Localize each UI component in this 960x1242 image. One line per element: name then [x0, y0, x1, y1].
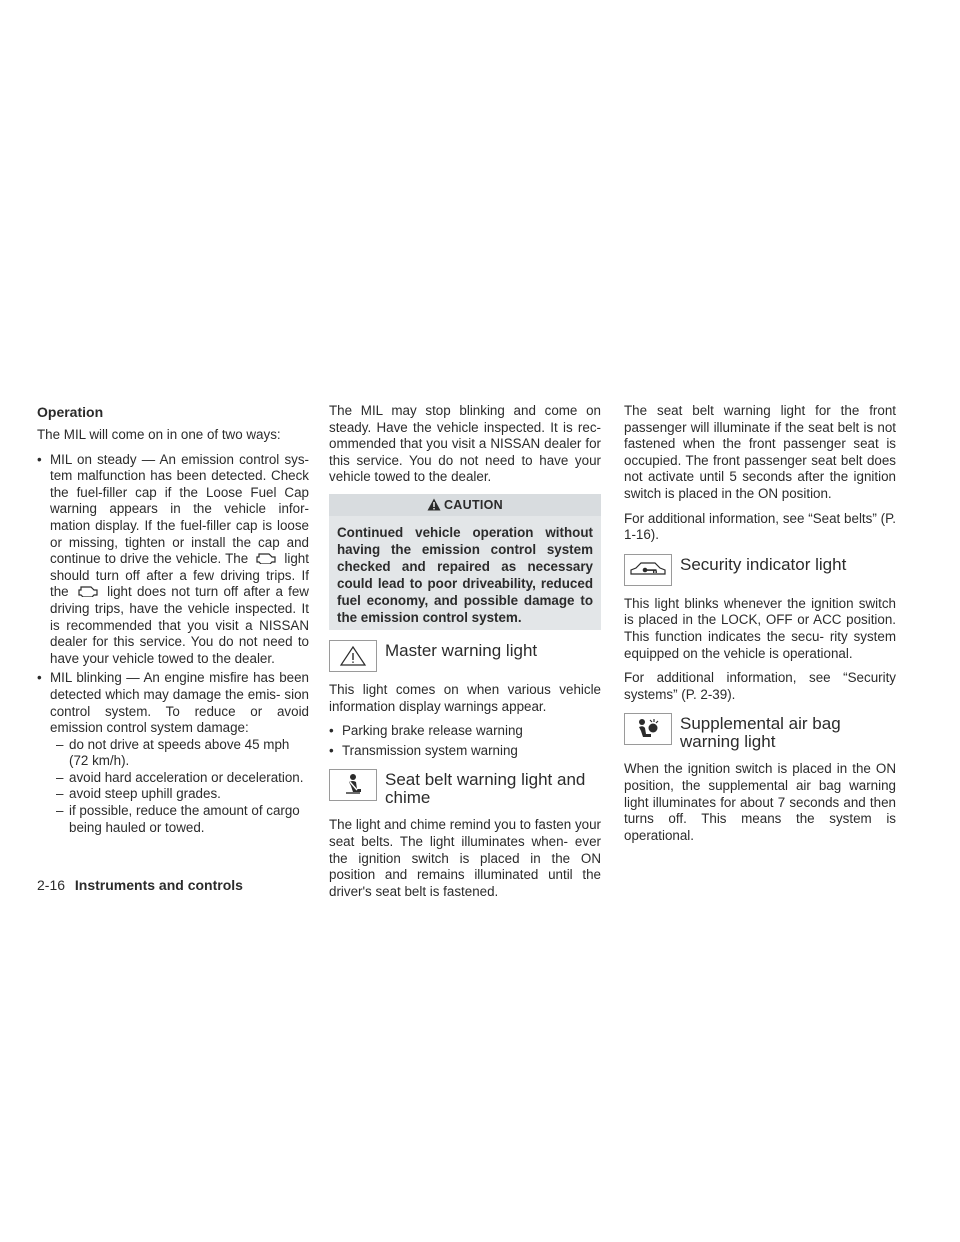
seatbelt-para: The light and chime remind you to fasten your seat belts. The light illuminates when- ever the ignition switch is placed in the ON position and remains illuminated until the driver's seat belt is fastened.	[329, 817, 601, 899]
seatbelt-title: Seat belt warning light and chime	[385, 770, 586, 808]
warning-triangle-icon	[427, 498, 441, 511]
mil-steady-text-b: light should turn off after a few driving trips. If the	[50, 551, 309, 600]
master-warning-title: Master warning light	[385, 640, 538, 660]
master-warning-list	[329, 723, 601, 759]
mil-steady-text-c: light does not turn off after a few driving trips, have the vehicle inspected. It is recommended that you visit a NISSAN dealer for this service. You do not need to have your vehicle towed to the dealer.	[50, 584, 309, 666]
master-warning-icon	[329, 640, 377, 672]
operation-heading: Operation	[37, 404, 104, 420]
master-warning-para: This light comes on when various vehicle information display warnings appear.	[329, 681, 601, 714]
caution-label: CAUTION	[443, 497, 504, 512]
mil-blinking-item	[37, 670, 309, 836]
caution-text: Continued vehicle operation without having the emission control system checked and repaired as necessary could lead to poor driveability, reduced fuel economy, and possible damage to the emission control system.	[337, 524, 593, 625]
operation-intro: The MIL will come on in one of two ways:	[37, 427, 281, 442]
list-item: • Transmission system warning	[329, 743, 601, 760]
airbag-icon	[624, 713, 672, 745]
column-3	[624, 403, 896, 852]
security-reference: For additional information, see “Security systems” (P. 2-39).	[624, 670, 896, 702]
dash-item: – avoid hard acceleration or deceleration.	[50, 770, 309, 787]
dash-item: – if possible, reduce the amount of cargo being hauled or towed.	[50, 803, 309, 836]
security-section	[624, 554, 896, 586]
mil-modes-list	[37, 452, 309, 837]
caution-box	[329, 494, 601, 630]
chapter-title: Instruments and controls	[74, 877, 243, 893]
engine-check-icon	[77, 585, 99, 597]
seatbelt-icon	[329, 769, 377, 801]
column-2	[329, 403, 601, 908]
engine-check-icon	[255, 552, 277, 564]
dash-item: – do not drive at speeds above 45 mph (72 km/h).	[50, 737, 309, 770]
security-car-key-icon	[624, 554, 672, 586]
airbag-title: Supplemental air bag warning light	[680, 714, 841, 752]
security-title: Security indicator light	[680, 554, 847, 574]
mil-steady-item	[37, 452, 309, 668]
mil-blinking-text: MIL blinking — An engine misfire has been detected which may damage the emis- sion control system. To reduce or avoid emission control system damage:	[50, 670, 309, 736]
caution-header	[329, 494, 601, 516]
dash-item: – avoid steep uphill grades.	[50, 786, 309, 803]
mil-steady-text-a: MIL on steady — An emission control sys- tem malfunction has been detected. Check the fuel-filler cap if the Loose Fuel Cap warning appears in the vehicle infor- mation display. If the fuel-filler cap is loose or missing, tighten or install the cap and continue to drive the vehicle. The	[50, 451, 309, 567]
master-warning-section	[329, 640, 601, 672]
page-number: 2-16	[37, 877, 66, 893]
list-item: • Parking brake release warning	[329, 723, 601, 740]
seatbelt-section	[329, 769, 601, 807]
airbag-section	[624, 713, 896, 751]
damage-avoid-list	[50, 737, 309, 837]
security-para: This light blinks whenever the ignition switch is placed in the LOCK, OFF or ACC position. This function indicates the secu- rity system equipped on the vehicle is operational.	[624, 595, 896, 661]
airbag-para: When the ignition switch is placed in the ON position, the supplemental air bag warning light illuminates for about 7 seconds and then turns off. This means the system is operational.	[624, 761, 896, 843]
seatbelt-reference: For additional information, see “Seat belts” (P. 1-16).	[624, 510, 896, 543]
mil-stop-blinking-para: The MIL may stop blinking and come on steady. Have the vehicle inspected. It is rec- ommended that you visit a NISSAN dealer for this service. You do not need to have your vehicle towed to the dealer.	[329, 403, 601, 485]
passenger-seatbelt-para: The seat belt warning light for the front passenger will illuminate if the seat belt is not fastened when the front passenger seat is occupied. The front passenger seat belt does not activate until 5 seconds after the ignition switch is placed in the ON position.	[624, 403, 896, 501]
page-footer	[37, 876, 243, 894]
column-1	[37, 403, 309, 844]
